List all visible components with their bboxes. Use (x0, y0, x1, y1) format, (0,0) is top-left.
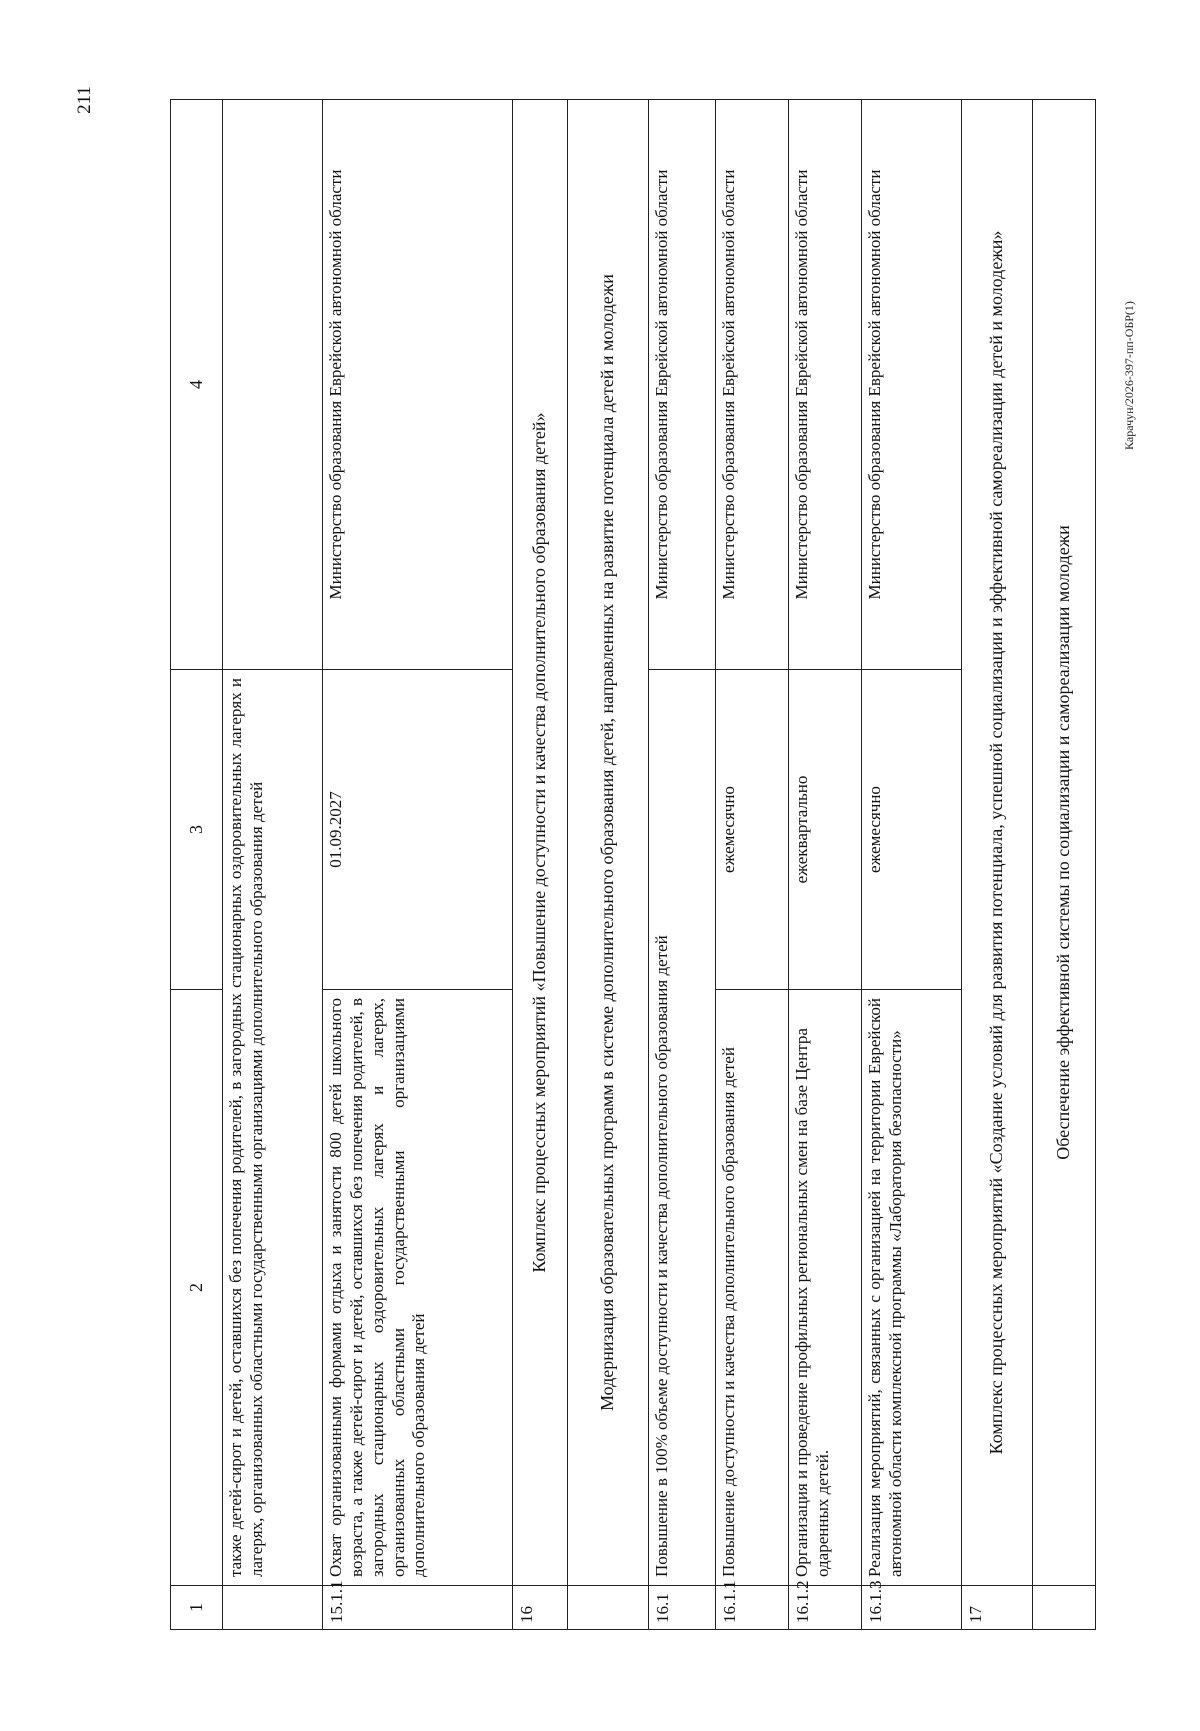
row-17-num: 17 (962, 1586, 1033, 1630)
row-16-1-1-term: ежемесячно (715, 670, 788, 990)
row-15-1-1-num: 15.1.1 (323, 1586, 513, 1630)
row-16-1-3-name: Реализация мероприятий, связанных с организацией на территории Еврейской автономной области комплексной программы «Лаборатория безопасности» (862, 990, 962, 1586)
program-measures-table-rotated (170, 100, 1096, 1630)
header-col-1: 1 (171, 1586, 223, 1630)
header-col-3: 3 (171, 670, 223, 990)
table-row-16-sub (567, 100, 648, 1630)
row-continuation-num (223, 1586, 323, 1630)
row-16-1-3-term: ежемесячно (862, 670, 962, 990)
row-15-1-1-name: Охват организованными формами отдыха и занятости 800 детей школьного возраста, а также детей-сирот и детей, оставшихся без попечения родителей, в загородных стационарных оздоровительных лагерях и лагерях, организованных областными государственными организациями дополнительного образования детей (323, 990, 513, 1586)
row-continuation-text: также детей-сирот и детей, оставшихся без попечения родителей, в загородных стационарных оздоровительных лагерях и лагерях, организованных областными государственными организациями дополнительного образования детей (223, 670, 323, 1586)
row-15-1-1-term: 01.09.2027 (323, 670, 513, 990)
row-16-sub-num (567, 1586, 648, 1630)
table-row-16-1-1 (715, 100, 788, 1630)
row-16-sub-title: Модернизация образовательных программ в системе дополнительного образования детей, направленных на развитие потенциала детей и молодежи (567, 100, 648, 1586)
row-16-1-responsible: Министерство образования Еврейской автономной области (649, 100, 716, 670)
row-16-1-num: 16.1 (649, 1586, 716, 1630)
table-row-16 (513, 100, 567, 1630)
header-col-2: 2 (171, 990, 223, 1586)
row-16-1-text: Повышение в 100% объеме доступности и качества дополнительного образования детей (649, 670, 716, 1586)
row-16-title: Комплекс процессных мероприятий «Повышение доступности и качества дополнительного образования детей» (513, 100, 567, 1586)
table-row-17 (962, 100, 1033, 1630)
row-16-num: 16 (513, 1586, 567, 1630)
page-number: 211 (74, 86, 95, 114)
row-16-1-2-responsible: Министерство образования Еврейской автономной области (789, 100, 862, 670)
row-16-1-1-name: Повышение доступности и качества дополнительного образования детей (715, 990, 788, 1586)
row-16-1-2-term: ежеквартально (789, 670, 862, 990)
row-16-1-1-responsible: Министерство образования Еврейской автономной области (715, 100, 788, 670)
table-row-17-sub (1033, 100, 1096, 1630)
table-row-16-1 (649, 100, 716, 1630)
row-16-1-2-num: 16.1.2 (789, 1586, 862, 1630)
row-16-1-2-name: Организация и проведение профильных региональных смен на базе Центра одаренных детей. (789, 990, 862, 1586)
row-17-sub-num (1033, 1586, 1096, 1630)
row-continuation-responsible (223, 100, 323, 670)
row-16-1-3-responsible: Министерство образования Еврейской автономной области (862, 100, 962, 670)
document-registration-code (1122, 250, 1136, 500)
program-measures-table (170, 99, 1096, 1630)
document-registration-code-text: Карачун/2026-397-пп-ОБР(1) (1121, 300, 1136, 450)
row-16-1-3-num: 16.1.3 (862, 1586, 962, 1630)
table-row-16-1-3 (862, 100, 962, 1630)
row-15-1-1-responsible: Министерство образования Еврейской автономной области (323, 100, 513, 670)
row-17-title: Комплекс процессных мероприятий «Создание условий для развития потенциала, успешной социализации и эффективной самореализации детей и молодежи» (962, 100, 1033, 1586)
program-measures-table-frame (170, 100, 1096, 1630)
row-17-sub-title: Обеспечение эффективной системы по социализации и самореализации молодежи (1033, 100, 1096, 1586)
table-row-16-1-2 (789, 100, 862, 1630)
row-16-1-1-num: 16.1.1 (715, 1586, 788, 1630)
table-header-row (171, 100, 223, 1630)
table-row-continuation (223, 100, 323, 1630)
header-col-4: 4 (171, 100, 223, 670)
table-row-15-1-1 (323, 100, 513, 1630)
